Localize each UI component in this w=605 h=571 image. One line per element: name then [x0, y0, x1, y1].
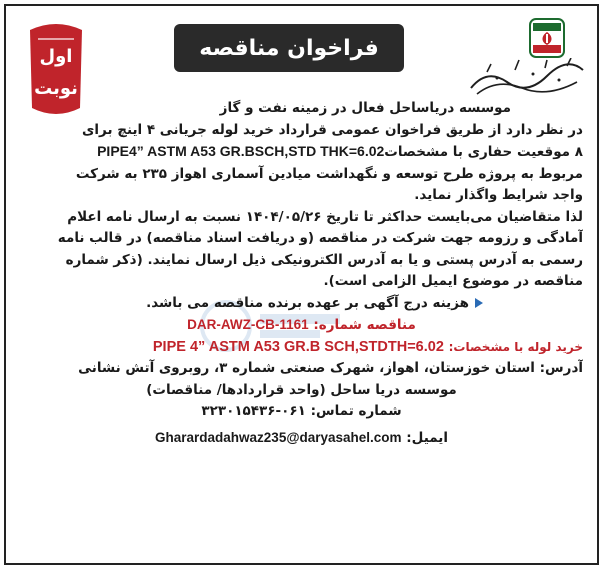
email-line	[20, 427, 583, 450]
phone-label: شماره تماس:	[310, 403, 402, 419]
spec-line	[20, 337, 583, 359]
tender-label: مناقصه شماره:	[313, 317, 416, 333]
paragraph-line: آمادگی و رزومه جهت شرکت در مناقصه (و دریافت اسناد مناقصه) در قالب نامه	[57, 230, 583, 246]
paragraph-line: مربوط به پروژه طرح توسعه و نگهداشت میادین آسماری اهواز ۲۳۵ به شرکت	[75, 165, 583, 182]
paragraph-line: رسمی به آدرس پستی و یا به آدرس الکترونیکی ذیل ارسال نمایند. (ذکر شماره	[65, 251, 583, 268]
paragraph-line: در نظر دارد از طریق فراخوان عمومی قرارداد خرید لوله جریانی ۴ اینچ برای	[82, 121, 583, 138]
email-link[interactable]: Gharardadahwaz235@daryasahel.com	[155, 429, 402, 445]
paragraph-line: لذا متقاضیان می‌بایست حداکثر تا تاریخ ۱۴۰۴/۰۵/۲۶ نسبت به ارسال نامه اعلام	[67, 208, 583, 225]
phone-value: ۰۶۱-۳۲۳۰۱۵۴۳۶	[201, 403, 306, 419]
spec-fa: ۸ موقعیت حفاری با مشخصات	[384, 144, 583, 160]
calligraphy-logo-icon	[467, 58, 587, 100]
address-line-2: موسسه دریا ساحل (واحد قراردادها/ مناقصات)	[146, 381, 457, 398]
svg-text:نوبت: نوبت	[34, 78, 78, 99]
tender-number-line	[20, 314, 583, 337]
ad-cost-line: هزینه درج آگهی بر عهده برنده مناقصه می باشد.	[20, 293, 583, 315]
address-label: آدرس:	[539, 360, 583, 376]
spec-label: خرید لوله با مشخصات:	[448, 339, 583, 354]
phone-line	[20, 401, 583, 423]
tender-number: DAR-AWZ-CB-1161	[187, 317, 309, 332]
svg-text:اول: اول	[39, 46, 73, 67]
tender-notice	[4, 4, 599, 565]
iran-emblem-icon	[529, 18, 565, 58]
intro-line: موسسه دریاساحل فعال در زمینه نفت و گاز	[219, 100, 511, 116]
page-title: فراخوان مناقصه	[174, 24, 404, 72]
spec-en: PIPE4” ASTM A53 GR.BSCH,STD THK=6.02	[97, 143, 385, 159]
notice-body	[20, 98, 583, 449]
paragraph-line	[20, 141, 583, 164]
paragraph-line: واجد شرایط واگذار نماید.	[414, 187, 583, 203]
spec-value: PIPE 4” ASTM A53 GR.B SCH,STDTH=6.02	[152, 338, 444, 355]
organization-logo	[467, 58, 587, 100]
paragraph-line: مناقصه در موضوع ایمیل الزامی است).	[323, 273, 583, 289]
address-line: آدرس: استان خوزستان، اهواز، شهرک صنعتی شماره ۳، روبروی آتش نشانی	[78, 360, 583, 376]
bullet-icon	[475, 298, 483, 308]
email-label: ایمیل:	[406, 429, 448, 446]
